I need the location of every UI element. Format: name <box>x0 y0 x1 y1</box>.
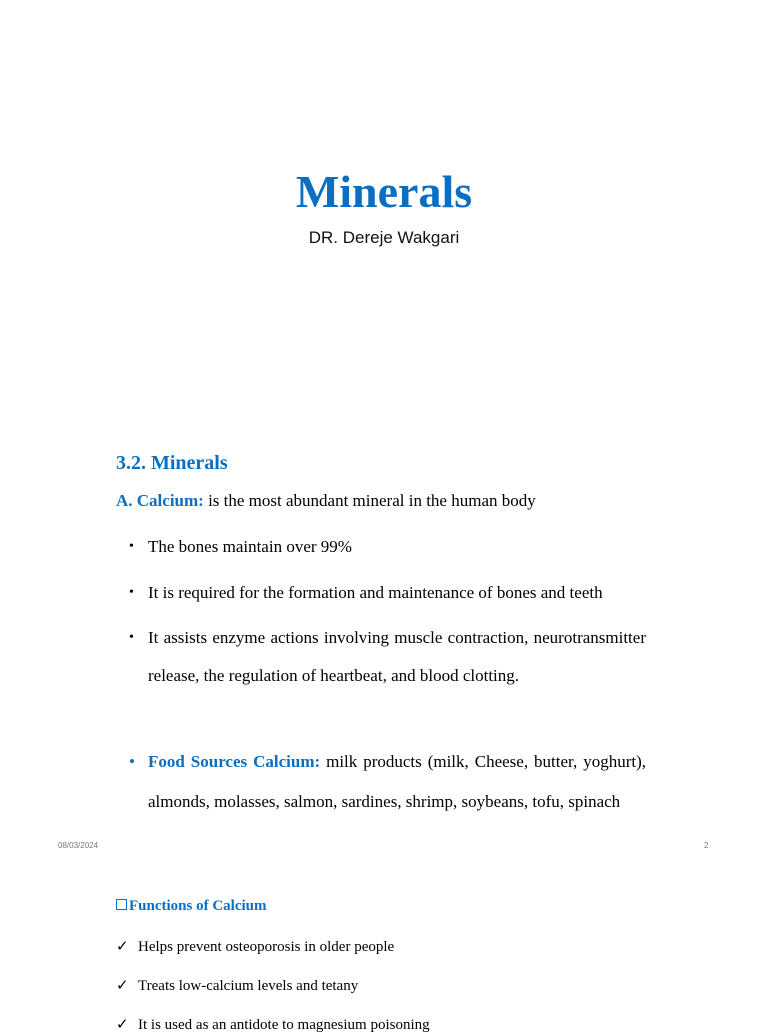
calcium-intro <box>116 491 536 511</box>
list-item-food-sources <box>129 742 646 821</box>
bullet-text: It assists enzyme actions involving muscle contraction, neurotransmitter release, the regulation of heartbeat, and blood clotting. <box>148 628 646 685</box>
list-item <box>129 619 646 695</box>
list-item <box>116 976 358 995</box>
slide-functions <box>0 880 768 1033</box>
footer-date: 08/03/2024 <box>58 841 99 850</box>
calcium-intro-text: is the most abundant mineral in the human body <box>203 491 536 510</box>
slide-title <box>0 0 768 430</box>
list-item <box>116 1015 430 1034</box>
bullet-icon: • <box>129 752 135 771</box>
slide-calcium <box>0 430 768 880</box>
check-text: Helps prevent osteoporosis in older people <box>138 939 395 955</box>
slide-author: DR. Dereje Wakgari <box>308 228 460 247</box>
functions-heading <box>116 898 267 915</box>
food-sources-text: milk products (milk, Cheese, butter, yoghurt), almonds, molasses, salmon, sardines, shrimp, soybeans, tofu, spinach <box>148 752 646 811</box>
list-item <box>129 528 646 566</box>
bullet-icon: • <box>129 630 134 645</box>
list-item <box>116 937 394 956</box>
checkmark-icon: ✓ <box>116 939 129 955</box>
calcium-label: A. Calcium: <box>116 491 204 510</box>
functions-heading-text: Functions of Calcium <box>129 898 267 914</box>
bullet-icon: • <box>129 539 134 554</box>
check-text: Treats low-calcium levels and tetany <box>138 978 359 994</box>
bullet-text: The bones maintain over 99% <box>148 537 352 556</box>
checkmark-icon: ✓ <box>116 978 129 994</box>
bullet-icon: • <box>129 585 134 600</box>
section-heading: 3.2. Minerals <box>116 452 228 474</box>
list-item <box>129 574 646 612</box>
checkmark-icon: ✓ <box>116 1017 129 1033</box>
bullet-text: It is required for the formation and maintenance of bones and teeth <box>148 583 603 602</box>
checkbox-square-icon <box>116 899 127 910</box>
page-number: 2 <box>704 841 709 850</box>
slide-title-heading: Minerals <box>295 166 473 217</box>
food-sources-label: Food Sources Calcium: <box>148 752 321 771</box>
check-text: It is used as an antidote to magnesium poisoning <box>138 1017 430 1033</box>
